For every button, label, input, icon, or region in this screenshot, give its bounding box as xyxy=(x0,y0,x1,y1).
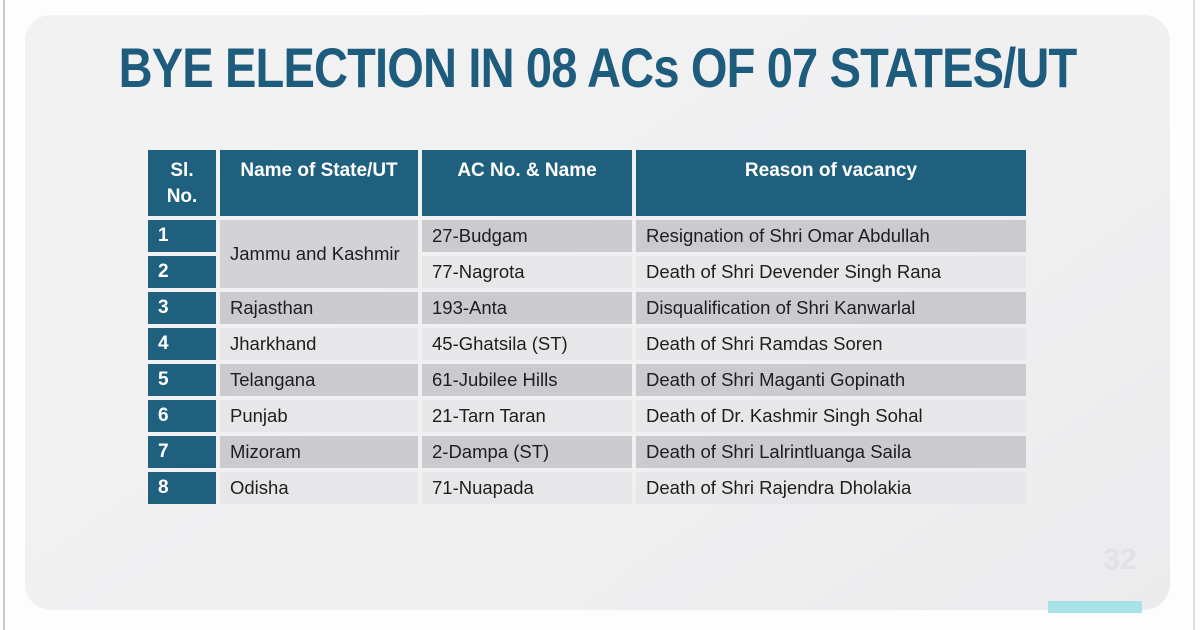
ac-cell: 2-Dampa (ST) xyxy=(422,436,632,468)
slide-title: BYE ELECTION IN 08 ACs OF 07 STATES/UT xyxy=(118,36,1077,99)
slide-card xyxy=(25,15,1170,610)
sl-no-cell: 3 xyxy=(148,292,216,324)
state-cell: Telangana xyxy=(220,364,418,396)
sl-no-cell: 1 xyxy=(148,220,216,252)
sl-no-cell: 7 xyxy=(148,436,216,468)
reason-cell: Death of Shri Ramdas Soren xyxy=(636,328,1026,360)
right-edge-line xyxy=(1193,0,1195,630)
column-header-reason: Reason of vacancy xyxy=(636,150,1026,216)
ac-cell: 27-Budgam xyxy=(422,220,632,252)
ac-cell: 45-Ghatsila (ST) xyxy=(422,328,632,360)
sl-no-cell: 8 xyxy=(148,472,216,504)
sl-no-cell: 4 xyxy=(148,328,216,360)
page-number: 32 xyxy=(1103,543,1137,576)
reason-cell: Death of Shri Lalrintluanga Saila xyxy=(636,436,1026,468)
column-header-ac: AC No. & Name xyxy=(422,150,632,216)
left-edge-line xyxy=(3,0,5,630)
reason-cell: Death of Shri Devender Singh Rana xyxy=(636,256,1026,288)
reason-cell: Death of Dr. Kashmir Singh Sohal xyxy=(636,400,1026,432)
state-cell: Jharkhand xyxy=(220,328,418,360)
state-cell: Rajasthan xyxy=(220,292,418,324)
reason-cell: Resignation of Shri Omar Abdullah xyxy=(636,220,1026,252)
sl-no-cell: 2 xyxy=(148,256,216,288)
state-cell: Jammu and Kashmir xyxy=(220,220,418,288)
column-header-state: Name of State/UT xyxy=(220,150,418,216)
column-header-sl-no: Sl. No. xyxy=(148,150,216,216)
reason-cell: Disqualification of Shri Kanwarlal xyxy=(636,292,1026,324)
state-cell: Mizoram xyxy=(220,436,418,468)
ac-cell: 193-Anta xyxy=(422,292,632,324)
ac-cell: 77-Nagrota xyxy=(422,256,632,288)
reason-cell: Death of Shri Rajendra Dholakia xyxy=(636,472,1026,504)
ac-cell: 71-Nuapada xyxy=(422,472,632,504)
state-cell: Odisha xyxy=(220,472,418,504)
ac-cell: 21-Tarn Taran xyxy=(422,400,632,432)
ac-cell: 61-Jubilee Hills xyxy=(422,364,632,396)
accent-bar xyxy=(1048,601,1142,613)
sl-no-cell: 6 xyxy=(148,400,216,432)
sl-no-cell: 5 xyxy=(148,364,216,396)
state-cell: Punjab xyxy=(220,400,418,432)
reason-cell: Death of Shri Maganti Gopinath xyxy=(636,364,1026,396)
bye-election-table xyxy=(148,150,1026,504)
